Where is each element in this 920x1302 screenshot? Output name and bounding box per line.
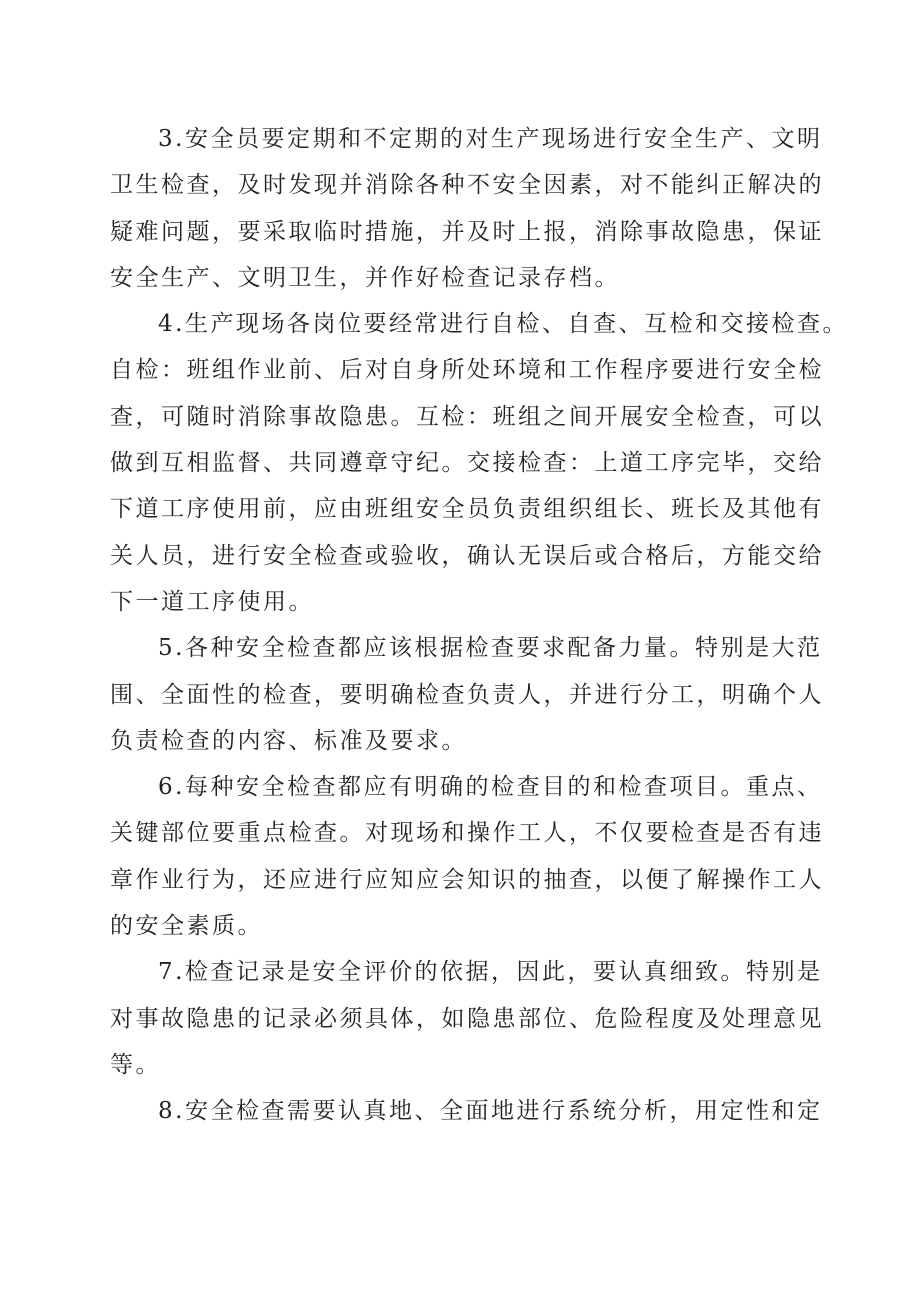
- paragraph-4: [110, 301, 848, 625]
- text-line: 章作业行为，还应进行应知应会知识的抽查，以便了解操作工人: [110, 866, 824, 893]
- paragraph-3: [110, 116, 830, 301]
- text-line: 6.每种安全检查都应有明确的检查目的和检查项目。重点、: [158, 774, 823, 801]
- text-line: 5.各种安全检查都应该根据检查要求配备力量。特别是大范: [158, 635, 823, 662]
- paragraph-6: [110, 764, 830, 949]
- text-line: 卫生检查，及时发现并消除各种不安全因素，对不能纠正解决的: [110, 172, 824, 199]
- text-line: 下道工序使用前，应由班组安全员负责组织组长、班长及其他有: [110, 496, 824, 523]
- text-line: 关人员，进行安全检查或验收，确认无误后或合格后，方能交给: [110, 542, 824, 569]
- paragraph-7: [110, 949, 830, 1088]
- text-line: 自检：班组作业前、后对自身所处环境和工作程序要进行安全检: [110, 357, 824, 384]
- text-line: 做到互相监督、共同遵章守纪。交接检查：上道工序完毕，交给: [110, 450, 824, 477]
- text-line: 关键部位要重点检查。对现场和操作工人，不仅要检查是否有违: [110, 820, 824, 847]
- text-line: 等。: [110, 1051, 161, 1078]
- text-line: 查，可随时消除事故隐患。互检：班组之间开展安全检查，可以: [110, 403, 824, 430]
- text-line: 对事故隐患的记录必须具体，如隐患部位、危险程度及处理意见: [110, 1005, 824, 1032]
- text-line: 安全生产、文明卫生，并作好检查记录存档。: [110, 264, 620, 291]
- text-line: 4.生产现场各岗位要经常进行自检、自查、互检和交接检查。: [158, 311, 848, 338]
- text-line: 8.安全检查需要认真地、全面地进行系统分析，用定性和定: [158, 1098, 823, 1125]
- paragraph-8: [110, 1088, 830, 1134]
- document-page: [110, 116, 848, 1135]
- text-line: 疑难问题，要采取临时措施，并及时上报，消除事故隐患，保证: [110, 218, 824, 245]
- text-line: 围、全面性的检查，要明确检查负责人，并进行分工，明确个人: [110, 681, 824, 708]
- text-line: 7.检查记录是安全评价的依据，因此，要认真细致。特别是: [158, 959, 823, 986]
- text-line: 的安全素质。: [110, 913, 263, 940]
- text-line: 负责检查的内容、标准及要求。: [110, 727, 467, 754]
- text-line: 下一道工序使用。: [110, 588, 314, 615]
- paragraph-5: [110, 625, 830, 764]
- text-line: 3.安全员要定期和不定期的对生产现场进行安全生产、文明: [158, 126, 823, 152]
